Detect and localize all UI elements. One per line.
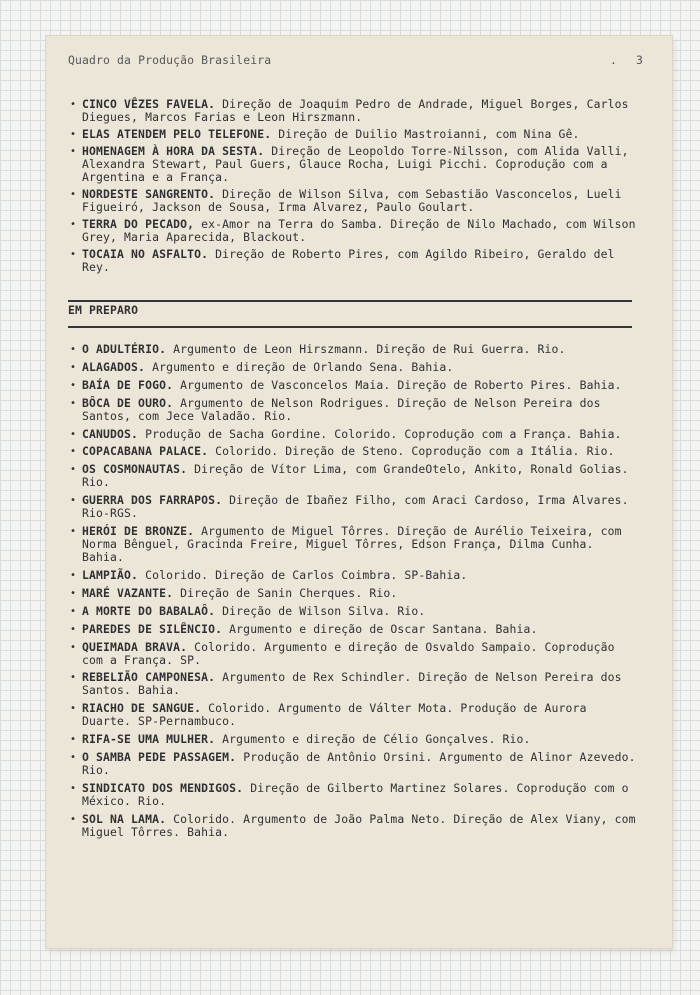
film-title: SOL NA LAMA. bbox=[82, 811, 167, 826]
film-entry bbox=[70, 128, 640, 141]
film-title: MARÉ VAZANTE. bbox=[82, 585, 174, 600]
film-details: Direção de Gilberto Martinez Solares. Coprodução com o México. Rio. bbox=[82, 781, 629, 809]
film-title: GUERRA DOS FARRAPOS. bbox=[82, 493, 223, 508]
film-entry bbox=[70, 145, 640, 184]
film-details: Argumento e direção de Célio Gonçalves. Rio. bbox=[222, 732, 531, 747]
film-title: CINCO VÊZES FAVELA. bbox=[82, 97, 216, 111]
film-entry bbox=[70, 188, 640, 214]
film-entry bbox=[70, 782, 640, 808]
film-details: Argumento de Vasconcelos Maia. Direção de Roberto Pires. Bahia. bbox=[180, 377, 622, 392]
film-details: Colorido. Argumento de João Palma Neto. Direção de Alex Viany, com Miguel Tôrres. Bahia. bbox=[82, 811, 636, 839]
film-entry bbox=[70, 361, 640, 374]
film-title: LAMPIÃO. bbox=[82, 568, 139, 583]
film-entry bbox=[70, 702, 640, 728]
film-entry bbox=[70, 428, 640, 441]
film-details: Argumento de Nelson Rodrigues. Direção de Nelson Pereira dos Santos, com Jece Valadão. Rio. bbox=[82, 395, 601, 423]
film-title: ALAGADOS. bbox=[82, 359, 146, 374]
film-entry bbox=[70, 248, 640, 274]
film-title: A MORTE DO BABALAÔ. bbox=[82, 603, 216, 618]
film-title: COPACABANA PALACE. bbox=[82, 444, 209, 459]
film-details: Direção de Vítor Lima, com GrandeOtelo, Ankito, Ronald Golias. Rio. bbox=[82, 462, 629, 490]
film-details: Argumento de Rex Schindler. Direção de Nelson Pereira dos Santos. Bahia. bbox=[82, 670, 622, 698]
film-details: Direção de Sanin Cherques. Rio. bbox=[180, 585, 398, 600]
film-entry bbox=[70, 605, 640, 618]
film-title: BÔCA DE OURO. bbox=[82, 395, 174, 410]
film-title: NORDESTE SANGRENTO. bbox=[82, 187, 216, 201]
section-rule-bottom bbox=[68, 326, 632, 328]
page-header bbox=[68, 54, 643, 70]
film-list-em-preparo bbox=[70, 343, 640, 844]
film-entry bbox=[70, 813, 640, 839]
section-heading: EM PREPARO bbox=[68, 303, 139, 317]
film-title: RIFA-SE UMA MULHER. bbox=[82, 732, 216, 747]
film-title: HERÓI DE BRONZE. bbox=[82, 524, 195, 539]
film-entry bbox=[70, 671, 640, 697]
film-details: Direção de Leopoldo Torre-Nilsson, com Alida Valli, Alexandra Stewart, Paul Guers, Glauce Rocha, Luigi Picchi. Coprodução com a Argentina e a França. bbox=[82, 144, 629, 184]
film-entry bbox=[70, 569, 640, 582]
film-details: Direção de Roberto Pires, com Agildo Ribeiro, Geraldo del Rey. bbox=[82, 247, 615, 274]
film-list-in-production bbox=[70, 98, 640, 278]
film-entry bbox=[70, 525, 640, 564]
film-title: PAREDES DE SILÊNCIO. bbox=[82, 621, 223, 636]
film-title: RIACHO DE SANGUE. bbox=[82, 701, 202, 716]
film-entry bbox=[70, 343, 640, 356]
film-details: Colorido. Argumento de Válter Mota. Produção de Aurora Duarte. SP-Pernambuco. bbox=[82, 701, 587, 729]
film-details: Argumento e direção de Oscar Santana. Bahia. bbox=[229, 621, 538, 636]
film-title: TERRA DO PECADO, bbox=[82, 217, 195, 231]
film-entry bbox=[70, 641, 640, 667]
film-entry bbox=[70, 623, 640, 636]
film-title: HOMENAGEM À HORA DA SESTA. bbox=[82, 144, 265, 158]
film-title: O SAMBA PEDE PASSAGEM. bbox=[82, 750, 237, 765]
film-entry bbox=[70, 751, 640, 777]
film-details: Direção de Duilio Mastroianni, com Nina Gê. bbox=[278, 127, 580, 141]
film-title: OS COSMONAUTAS. bbox=[82, 462, 188, 477]
film-details: Direção de Ibañez Filho, com Araci Cardoso, Irma Alvares. Rio-RGS. bbox=[82, 493, 629, 521]
film-details: Direção de Joaquim Pedro de Andrade, Miguel Borges, Carlos Diegues, Marcos Farias e Leon Hirszmann. bbox=[82, 97, 629, 124]
film-entry bbox=[70, 494, 640, 520]
film-details: ex-Amor na Terra do Samba. Direção de Nilo Machado, com Wilson Grey, Maria Aparecida, Blackout. bbox=[82, 217, 636, 244]
film-entry bbox=[70, 733, 640, 746]
film-details: Colorido. Direção de Carlos Coimbra. SP-Bahia. bbox=[145, 568, 468, 583]
film-details: Argumento e direção de Orlando Sena. Bahia. bbox=[152, 359, 454, 374]
film-title: TOCAIA NO ASFALTO. bbox=[82, 247, 209, 261]
document-page bbox=[46, 36, 672, 948]
film-entry bbox=[70, 587, 640, 600]
header-title: Quadro da Produção Brasileira bbox=[68, 53, 272, 67]
film-title: QUEIMADA BRAVA. bbox=[82, 639, 188, 654]
film-entry bbox=[70, 397, 640, 423]
film-details: Direção de Wilson Silva, com Sebastião Vasconcelos, Lueli Figueiró, Jackson de Sousa, Irma Alvarez, Paulo Goulart. bbox=[82, 187, 622, 214]
film-title: SINDICATO DOS MENDIGOS. bbox=[82, 781, 244, 796]
film-details: Direção de Wilson Silva. Rio. bbox=[222, 603, 426, 618]
film-title: BAÍA DE FOGO. bbox=[82, 377, 174, 392]
page-number: . 3 bbox=[636, 54, 643, 67]
film-details: Produção de Antônio Orsini. Argumento de Alinor Azevedo. Rio. bbox=[82, 750, 636, 778]
film-entry bbox=[70, 218, 640, 244]
film-entry bbox=[70, 379, 640, 392]
film-details: Argumento de Miguel Tôrres. Direção de Aurélio Teixeira, com Norma Bênguel, Gracinda Freire, Miguel Tôrres, Edson França, Dilma Cunha. Bahia. bbox=[82, 524, 622, 565]
film-title: ELAS ATENDEM PELO TELEFONE. bbox=[82, 127, 272, 141]
film-entry bbox=[70, 445, 640, 458]
film-details: Produção de Sacha Gordine. Colorido. Coprodução com a França. Bahia. bbox=[145, 426, 622, 441]
film-title: CANUDOS. bbox=[82, 426, 139, 441]
film-details: Argumento de Leon Hirszmann. Direção de Rui Guerra. Rio. bbox=[173, 342, 566, 356]
film-details: Colorido. Direção de Steno. Coprodução com a Itália. Rio. bbox=[215, 444, 615, 459]
film-details: Colorido. Argumento e direção de Osvaldo Sampaio. Coprodução com a França. SP. bbox=[82, 639, 615, 667]
film-title: REBELIÃO CAMPONESA. bbox=[82, 670, 216, 685]
film-entry bbox=[70, 463, 640, 489]
film-entry bbox=[70, 98, 640, 124]
film-title: O ADULTÉRIO. bbox=[82, 342, 167, 356]
section-rule-top bbox=[68, 300, 632, 302]
